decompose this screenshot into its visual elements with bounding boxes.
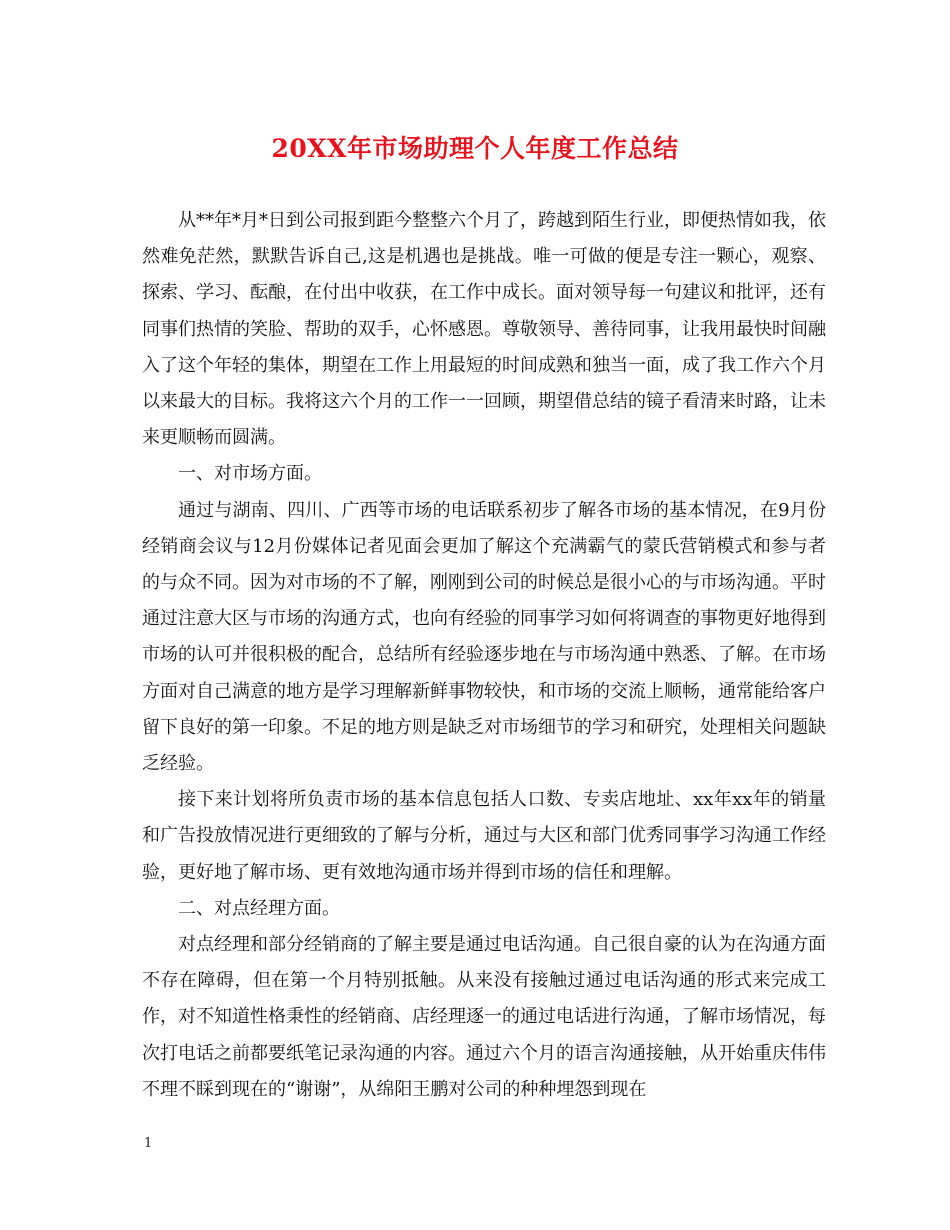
manager-paragraph: 对点经理和部分经销商的了解主要是通过电话沟通。自己很自豪的认为在沟通方面不存在障碍，但在第一个月特别抵触。从来没有接触过通过电话沟通的形式来完成工作，对不知道性格秉性的经销商、店经理逐一的通过电话进行沟通，了解市场情况，每次打电话之前都要纸笔记录沟通的内容。通过六个月的语言沟通接触，从开始重庆伟伟不理不睬到现在的“谢谢”，从绵阳王鹏对公司的种种埋怨到现在: [142, 934, 826, 1100]
document-body: [142, 203, 826, 1108]
market-plan-paragraph: 接下来计划将所负责市场的基本信息包括人口数、专卖店地址、xx年xx年的销量和广告投放情况进行更细致的了解与分析，通过与大区和部门优秀同事学习沟通工作经验，更好地了解市场、更有效地沟通市场并得到市场的信任和理解。: [142, 789, 826, 883]
page-number: 1: [144, 1136, 153, 1151]
section-heading-market: 一、对市场方面。: [178, 463, 322, 485]
intro-paragraph: 从**年*月*日到公司报到距今整整六个月了，跨越到陌生行业，即便热情如我，依然难免茫然，默默告诉自己,这是机遇也是挑战。唯一可做的便是专注一颗心，观察、探索、学习、酝酿，在付出中收获，在工作中成长。面对领导每一句建议和批评，还有同事们热情的笑脸、帮助的双手，心怀感恩。尊敬领导、善待同事，让我用最快时间融入了这个年轻的集体，期望在工作上用最短的时间成熟和独当一面，成了我工作六个月以来最大的目标。我将这六个月的工作一一回顾，期望借总结的镜子看清来时路，让未来更顺畅而圆满。: [142, 210, 826, 449]
market-paragraph: 通过与湖南、四川、广西等市场的电话联系初步了解各市场的基本情况，在9月份经销商会议与12月份媒体记者见面会更加了解这个充满霸气的蒙氏营销模式和参与者的与众不同。因为对市场的不了解，刚刚到公司的时候总是很小心的与市场沟通。平时通过注意大区与市场的沟通方式，也向有经验的同事学习如何将调查的事物更好地得到市场的认可并很积极的配合，总结所有经验逐步地在与市场沟通中熟悉、了解。在市场方面对自己满意的地方是学习理解新鲜事物较快，和市场的交流上顺畅，通常能给客户留下良好的第一印象。不足的地方则是缺乏对市场细节的学习和研究，处理相关问题缺乏经验。: [142, 499, 826, 775]
document-title: 20XX年市场助理个人年度工作总结: [271, 134, 679, 163]
section-heading-manager: 二、对点经理方面。: [178, 897, 340, 919]
